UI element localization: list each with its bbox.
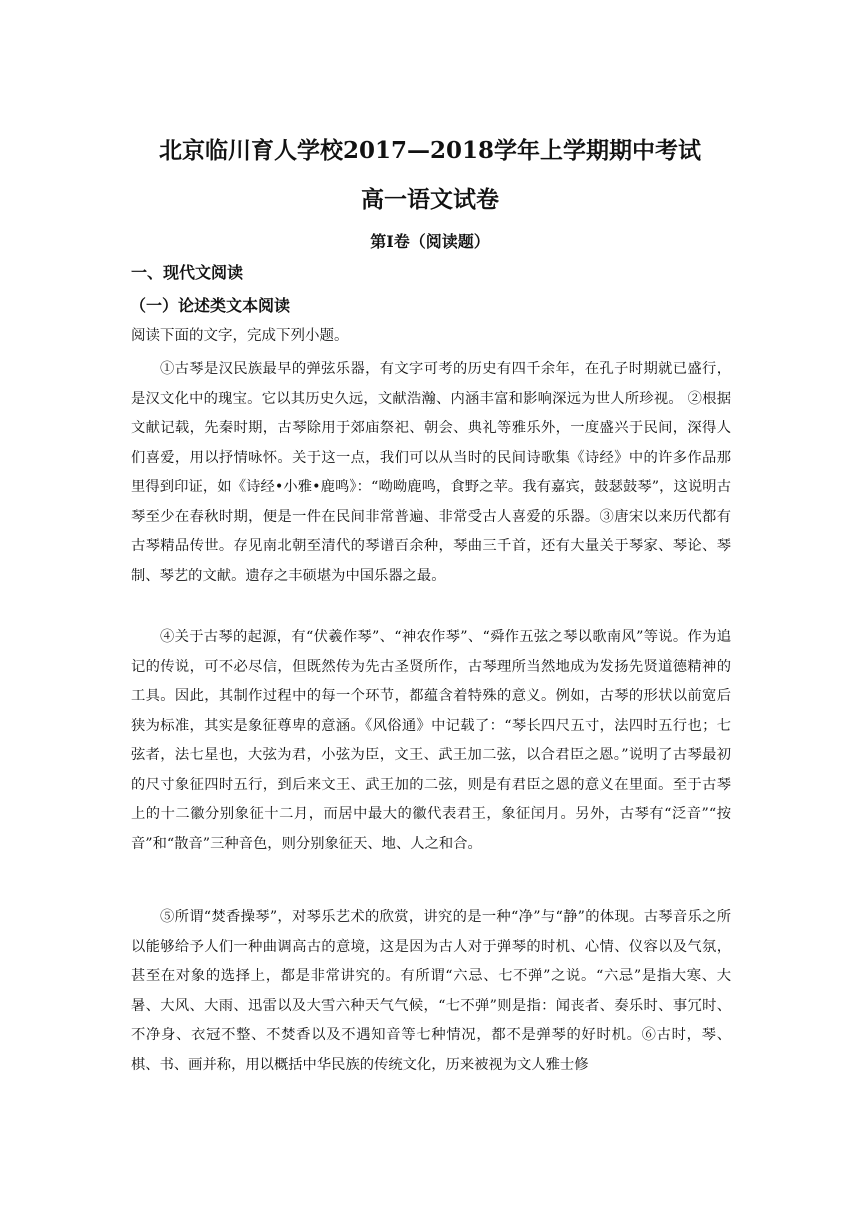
- passage-paragraph-2: ④关于古琴的起源，有“伏羲作琴”、“神农作琴”、“舜作五弦之琴以歌南风”等说。作为追记的传说，可不必尽信，但既然传为先古圣贤所作，古琴理所当然地成为发扬先贤道德精神的工具。因此，其制作过程中的每一个环节，都蕴含着特殊的意义。例如，古琴的形状以前宽后狭为标准，其实是象征尊卑的意涵。《风俗通》中记载了：“琴长四尺五寸，法四时五行也；七弦者，法七星也，大弦为君，小弦为臣，文王、武王加二弦，以合君臣之恩。”说明了古琴最初的尺寸象征四时五行，到后来文王、武王加的二弦，则是有君臣之恩的意义在里面。至于古琴上的十二徽分别象征十二月，而居中最大的徽代表君王，象征闰月。另外，古琴有“泛音”“按音”和“散音”三种音色，则分别象征天、地、人之和合。: [131, 629, 731, 852]
- exam-title: 北京临川育人学校2017—2018学年上学期期中考试: [158, 137, 702, 164]
- volume-title: 第Ⅰ卷（阅读题）: [370, 232, 490, 251]
- section-heading: 一、现代文阅读: [131, 263, 244, 282]
- passage-paragraph-1: ①古琴是汉民族最早的弹弦乐器，有文字可考的历史有四千余年，在孔子时期就已盛行，是汉文化中的瑰宝。它以其历史久远，文献浩瀚、内涵丰富和影响深远为世人所珍视。 ②根据文献记载，先秦时期，古琴除用于郊庙祭祀、朝会、典礼等雅乐外，一度盛兴于民间，深得人们喜爱，用以抒情咏怀。关于这一点，我们可以从当时的民间诗歌集《诗经》中的许多作品那里得到印证，如《诗经•小雅•鹿鸣》：“呦呦鹿鸣，食野之苹。我有嘉宾，鼓瑟鼓琴”，这说明古琴至少在春秋时期，便是一件在民间非常普遍、非常受古人喜爱的乐器。③唐宋以来历代都有古琴精品传世。存见南北朝至清代的琴谱百余种，琴曲三千首，还有大量关于琴家、琴论、琴制、琴艺的文献。遗存之丰硕堪为中国乐器之最。: [131, 361, 731, 584]
- reading-instruction: 阅读下面的文字，完成下列小题。: [131, 328, 349, 344]
- passage-paragraph-3: ⑤所谓“焚香操琴”，对琴乐艺术的欣赏，讲究的是一种“净”与“静”的体现。古琴音乐之所以能够给予人们一种曲调高古的意境，这是因为古人对于弹琴的时机、心情、仪容以及气氛，甚至在对象的选择上，都是非常讲究的。有所谓“六忌、七不弹”之说。“六忌”是指大寒、大暑、大风、大雨、迅雷以及大雪六种天气气候，“七不弹”则是指：闻丧者、奏乐时、事冗时、不净身、衣冠不整、不焚香以及不遇知音等七种情况，都不是弹琴的好时机。⑥古时，琴、棋、书、画并称，用以概括中华民族的传统文化，历来被视为文人雅士修: [131, 909, 731, 1073]
- exam-subtitle: 高一语文试卷: [361, 186, 499, 213]
- subsection-heading: （一）论述类文本阅读: [130, 296, 291, 315]
